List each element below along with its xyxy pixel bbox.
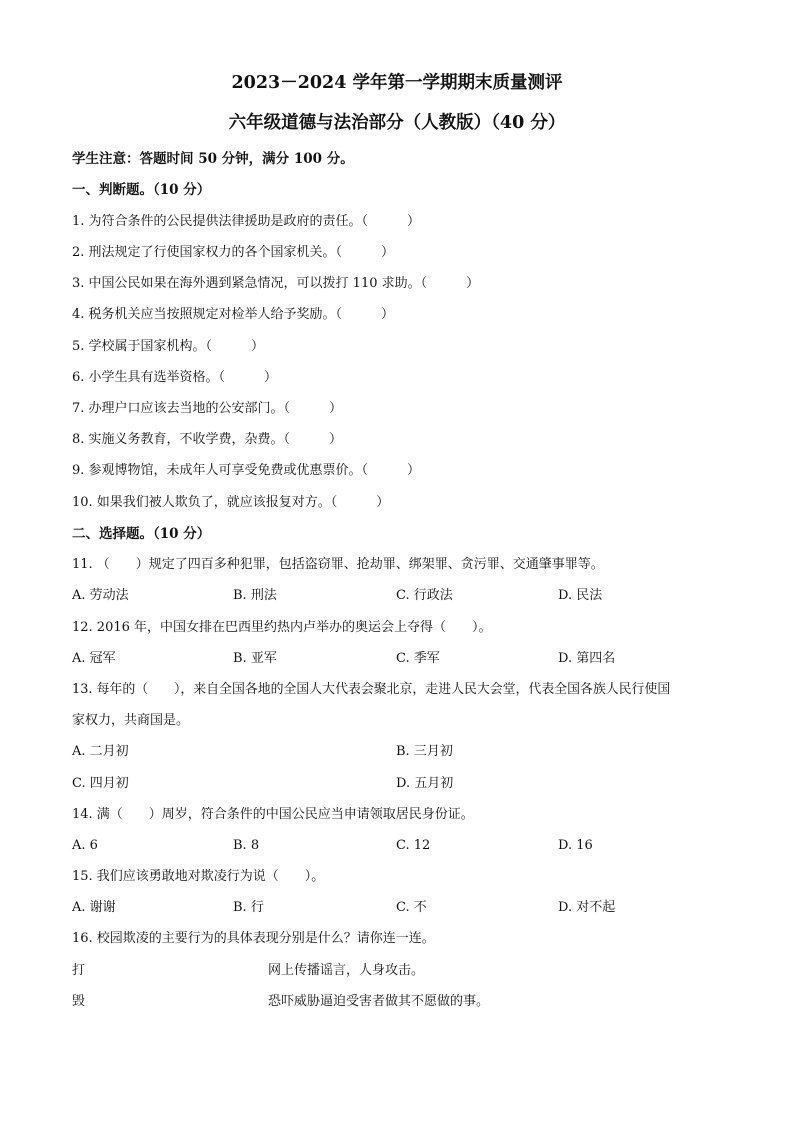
q13-option-a: A. 二月初	[72, 744, 129, 759]
choice-question-15: 15. 我们应该勇敢地对欺凌行为说（ ）。	[72, 869, 325, 884]
q16-right-item-2: 恐吓威胁逼迫受害者做其不愿做的事。	[268, 994, 490, 1009]
q12-option-d: D. 第四名	[558, 651, 616, 666]
judge-question-6: 6. 小学生具有选举资格。（ ）	[72, 370, 278, 385]
student-notice: 学生注意：答题时间 50 分钟，满分 100 分。	[72, 151, 354, 167]
q14-option-a: A. 6	[72, 838, 98, 853]
q16-left-item-2: 毁	[72, 994, 86, 1009]
q13-option-c: C. 四月初	[72, 776, 129, 791]
q14-option-b: B. 8	[233, 838, 260, 853]
q15-option-b: B. 行	[233, 900, 264, 915]
judge-question-4: 4. 税务机关应当按照规定对检举人给予奖励。（ ）	[72, 307, 395, 322]
q11-option-c: C. 行政法	[396, 588, 453, 603]
judge-question-2: 2. 刑法规定了行使国家权力的各个国家机关。（ ）	[72, 245, 395, 260]
q16-right-item-1: 网上传播谣言，人身攻击。	[268, 963, 425, 978]
section2-heading: 二、选择题。（10 分）	[72, 526, 211, 542]
choice-question-14: 14. 满（ ）周岁，符合条件的中国公民应当申请领取居民身份证。	[72, 807, 474, 822]
exam-subtitle: 六年级道德与法治部分（人教版）（40 分）	[228, 113, 566, 133]
judge-question-7: 7. 办理户口应该去当地的公安部门。（ ）	[72, 401, 343, 416]
judge-question-5: 5. 学校属于国家机构。（ ）	[72, 339, 265, 354]
exam-title: 2023－2024 学年第一学期期末质量测评	[231, 73, 563, 93]
q15-option-d: D. 对不起	[558, 900, 616, 915]
choice-question-12: 12. 2016 年，中国女排在巴西里约热内卢举办的奥运会上夺得（ ）。	[72, 620, 492, 635]
section1-heading: 一、判断题。（10 分）	[72, 182, 211, 198]
q11-option-b: B. 刑法	[233, 588, 277, 603]
q11-option-d: D. 民法	[558, 588, 603, 603]
q12-option-b: B. 亚军	[233, 651, 277, 666]
q13-option-b: B. 三月初	[396, 744, 453, 759]
q15-option-c: C. 不	[396, 900, 427, 915]
judge-question-9: 9. 参观博物馆，未成年人可享受免费或优惠票价。（ ）	[72, 463, 421, 478]
q12-option-c: C. 季军	[396, 651, 440, 666]
q16-left-item-1: 打	[72, 963, 86, 978]
choice-question-13-line2: 家权力，共商国是。	[72, 713, 190, 728]
choice-question-11: 11. （ ）规定了四百多种犯罪，包括盗窃罪、抢劫罪、绑架罪、贪污罪、交通肇事罪等。	[72, 557, 604, 572]
judge-question-3: 3. 中国公民如果在海外遇到紧急情况，可以拨打 110 求助。（ ）	[72, 276, 480, 291]
q11-option-a: A. 劳动法	[72, 588, 129, 603]
q14-option-d: D. 16	[558, 838, 593, 853]
judge-question-8: 8. 实施义务教育，不收学费，杂费。（ ）	[72, 432, 343, 447]
choice-question-13-line1: 13. 每年的（ ），来自全国各地的全国人大代表会聚北京，走进人民大会堂，代表全国各族人民行使国	[72, 682, 671, 697]
choice-question-16: 16. 校园欺凌的主要行为的具体表现分别是什么？请你连一连。	[72, 931, 435, 946]
q15-option-a: A. 谢谢	[72, 900, 116, 915]
q12-option-a: A. 冠军	[72, 651, 116, 666]
q14-option-c: C. 12	[396, 838, 431, 853]
q13-option-d: D. 五月初	[396, 776, 454, 791]
judge-question-1: 1. 为符合条件的公民提供法律援助是政府的责任。（ ）	[72, 214, 421, 229]
judge-question-10: 10. 如果我们被人欺负了，就应该报复对方。（ ）	[72, 495, 390, 510]
